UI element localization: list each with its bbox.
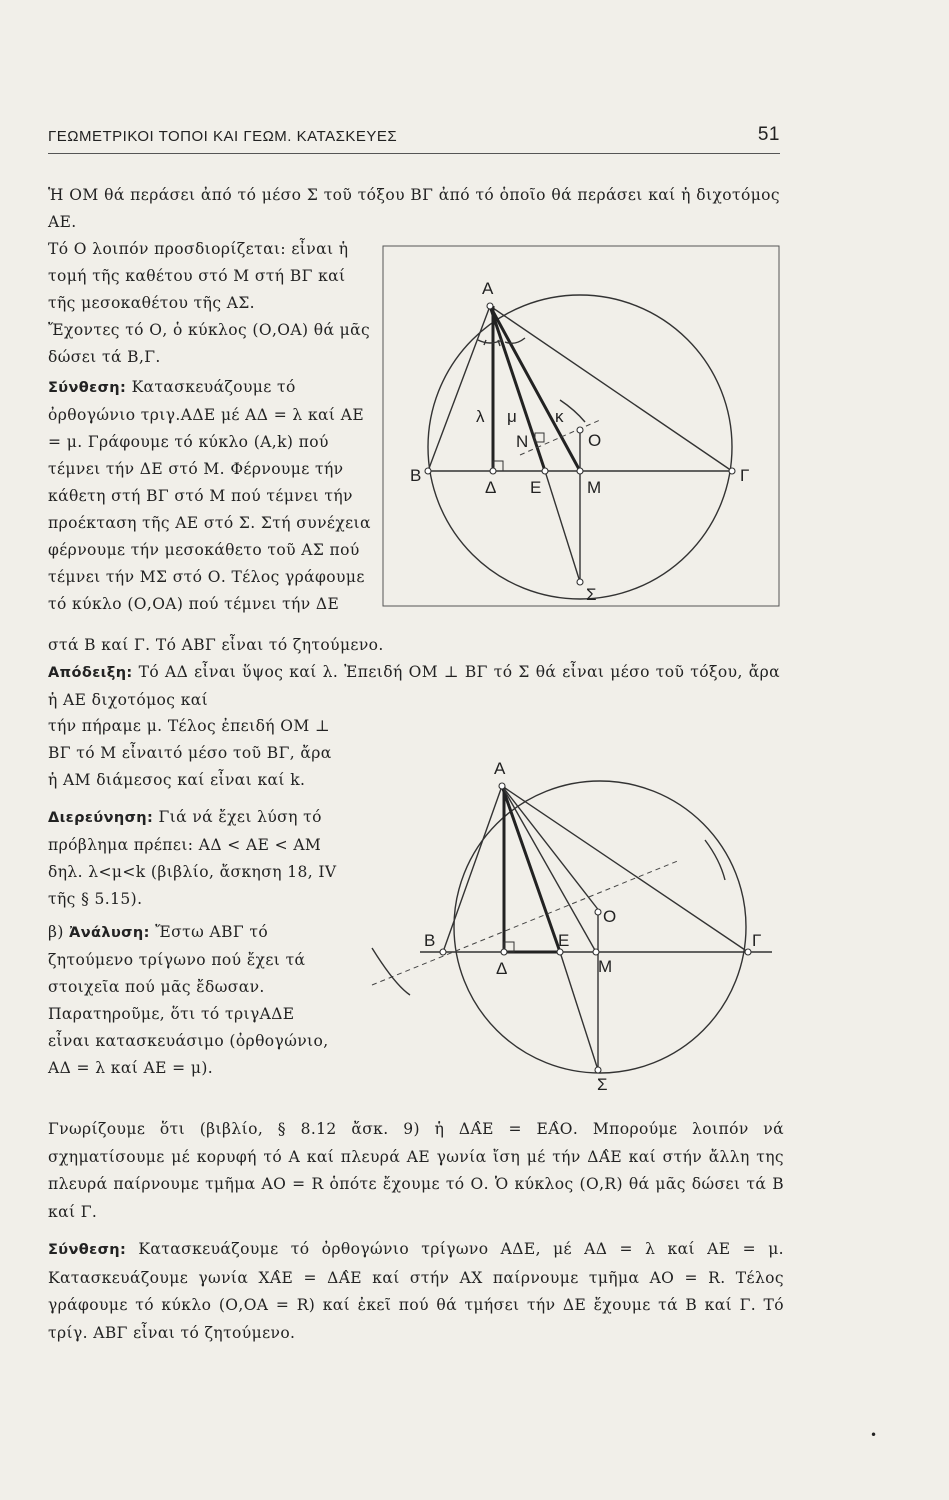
paragraph-5-start-text: Τό ΑΔ εἶναι ὕψος καί λ. Ἐπειδή ΟΜ ⊥ ΒΓ τό Σ θά εἶναι μέσο τοῦ τόξου, ἄρα ἡ ΑΕ διχοτόμος καί [48,663,780,709]
point-M-2 [593,949,599,955]
paragraph-4-end-text: στά Β καί Γ. Τό ΑΒΓ εἶναι τό ζητούμενο. [48,636,384,654]
line-AX-2 [372,860,680,985]
point-A-2 [499,783,505,789]
extension-ES-2 [560,952,598,1070]
label-E-2: Ε [558,931,570,950]
proof-label: Απόδειξη: [48,665,133,681]
part-b-prefix: β) [48,923,64,941]
label-M-1: Μ [587,478,602,497]
point-S-2 [595,1067,601,1073]
point-D-2 [501,949,507,955]
paragraph-9-text: Κατασκευάζουμε τό ὀρθογώνιο τρίγωνο ΑΔΕ, μέ ΑΔ = λ καί ΑΕ = μ. Κατασκευάζουμε γωνία ΧΑ̂Ε = ΔΑ̂Ε καί στήν ΑΧ παίρνουμε τμῆμα ΑΟ = R. Τέλος γράφουμε τό κύκλο (Ο,ΟΑ = R) καί ἐκεῖ πού θά τμήσει τήν ΔΕ ἔχουμε τά Β καί Γ. Τό τρίγ. ΑΒΓ εἶναι τό ζητούμενο. [48,1240,784,1342]
side-AB-2 [443,786,502,952]
paragraph-1-text: Ἡ ΟΜ θά περάσει ἀπό τό μέσο Σ τοῦ τόξου ΒΓ ἀπό τό ὁποῖο θά περάσει καί ἡ διχοτόμος ΑΕ. [48,186,780,231]
label-S-2: Σ [597,1075,608,1094]
side-AG-2 [502,786,748,952]
label-k-1: κ [555,407,564,426]
point-O-2 [595,909,601,915]
label-S-1: Σ [586,585,597,604]
paragraph-5-rest-text: τήν πήραμε μ. Τέλος ἐπειδή ΟΜ ⊥ ΒΓ τό Μ εἶναιτό μέσο τοῦ ΒΓ, ἄρα ἡ ΑΜ διάμεσος καί εἶναι καί k. [48,717,332,789]
label-D-2: Δ [496,959,508,978]
label-D-1: Δ [485,478,497,497]
label-mu-1: μ [507,407,517,426]
investigation-label: Διερεύνηση: [48,810,154,826]
arc-left-2 [372,948,410,995]
label-E-1: Ε [530,478,542,497]
paragraph-4-text: Κατασκευάζουμε τό ὀρθογώνιο τριγ.ΑΔΕ μέ ΑΔ = λ καί ΑΕ = μ. Γράφουμε τό κύκλο (Α,k) πού τέμνει τήν ΔΕ στό Μ. Φέρνουμε τήν κάθετη στή ΒΓ στό Μ πού τέμνει τήν προέκταση τῆς ΑΕ στό Σ. Στή συνέχεια φέρνουμε τήν μεσοκάθετο τοῦ ΑΣ πού τέμνει τήν ΜΣ στό Ο. Τέλος γράφουμε τό κύκλο (Ο,ΟΑ) πού τέμνει τήν ΔΕ [48,378,371,613]
label-G-2: Γ [752,931,762,950]
paragraph-6-text: Γιά νά ἔχει λύση τό πρόβλημα πρέπει: ΑΔ < ΑΕ < ΑΜ δηλ. λ<μ<k (βιβλίο, ἄσκηση 18, IV τῆς § 5.15). [48,808,337,908]
paragraph-2-text: Τό Ο λοιπόν προσδιορίζεται: εἶναι ἡ τομή τῆς καθέτου στό Μ στή ΒΓ καί τῆς μεσοκαθέτου τῆς ΑΣ. [48,240,349,312]
point-B-2 [440,949,446,955]
page-number: 51 [757,124,780,145]
label-M-2: Μ [598,957,613,976]
point-G-2 [745,949,751,955]
label-O-2: Ο [603,907,617,926]
radius-AO-2 [502,786,600,912]
footer-mark: • [870,1428,878,1442]
label-G-1: Γ [740,466,750,485]
synthesis-label-2: Σύνθεση: [48,1242,127,1258]
label-A-2: Α [494,759,506,778]
analysis-label: Ἀνάλυση: [69,925,150,941]
label-A-1: Α [482,279,494,298]
synthesis-label-1: Σύνθεση: [48,380,127,396]
label-B-1: Β [410,466,422,485]
running-title: ΓΕΩΜΕΤΡΙΚΟΙ ΤΟΠΟΙ ΚΑΙ ΓΕΩΜ. ΚΑΤΑΣΚΕΥΕΣ [48,128,398,145]
bisector-AE-2 [502,786,560,952]
label-B-2: Β [424,931,436,950]
paragraph-7-text: Ἔστω ΑΒΓ τό ζητούμενο τρίγωνο πού ἔχει τά στοιχεῖα πού μᾶς ἔδωσαν. Παρατηροῦμε, ὅτι τό τριγΑΔΕ εἶναι κατασκευάσιμο (ὀρθογώνιο, ΑΔ = λ καί ΑΕ = μ). [48,923,329,1077]
label-O-1: Ο [588,431,602,450]
paragraph-8-text: Γνωρίζουμε ὅτι (βιβλίο, § 8.12 ἄσκ. 9) ἡ ΔΑ̂Ε = ΕΑ̂Ο. Μπορούμε λοιπόν νά σχηματίσουμε μέ κορυφή τό Α καί πλευρά ΑΕ γωνία ἴση μέ τήν ΔΑ̂Ε καί στήν ἄλλη της πλευρά παίρνουμε τμῆμα ΑΟ = R ὁπότε ἔχουμε τό Ο. Ὁ κύκλος (Ο,R) θά μᾶς δώσει τά Β καί Γ. [48,1120,784,1221]
circumcircle-2 [454,781,746,1073]
label-lambda-1: λ [476,407,485,426]
paragraph-3-text: Ἔχοντες τό Ο, ὁ κύκλος (Ο,ΟΑ) θά μᾶς δώσει τά Β,Γ. [48,321,371,366]
label-N-1: Ν [516,432,529,451]
median-AM-2 [502,786,596,952]
